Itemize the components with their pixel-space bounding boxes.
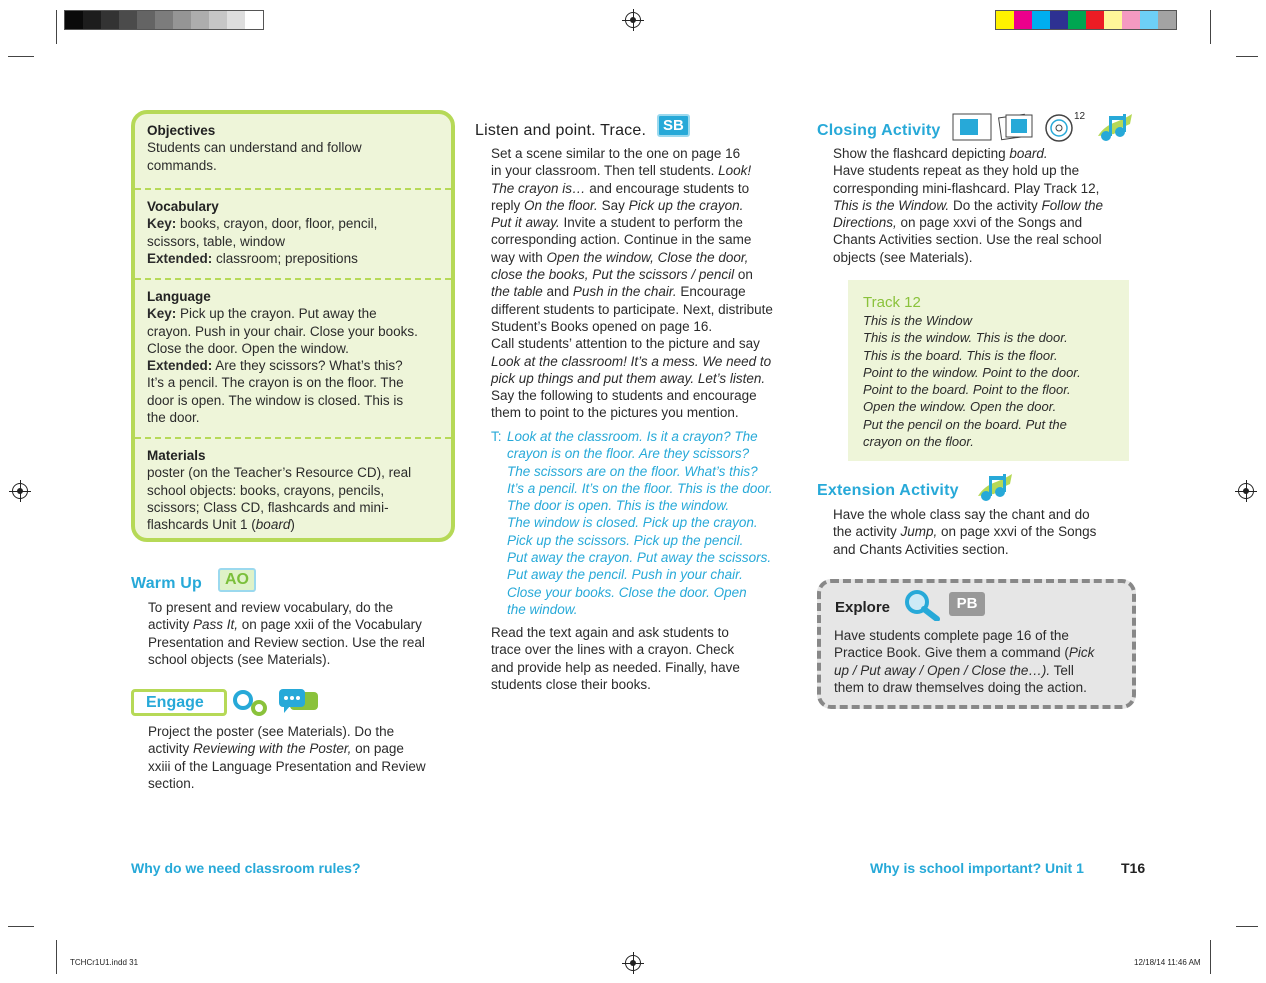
color-swatch xyxy=(65,11,83,29)
color-swatch xyxy=(83,11,101,29)
color-swatch xyxy=(245,11,263,29)
text-italic: Look! xyxy=(718,163,752,179)
engage-text xyxy=(148,723,426,792)
explore-line xyxy=(834,644,1094,661)
listen-line xyxy=(491,162,773,179)
grayscale-color-bar xyxy=(64,10,264,30)
closing-line xyxy=(833,180,1103,197)
text-italic: the table xyxy=(491,284,543,300)
teacher-script-line: It’s a pencil. It’s on the floor. This is the door. xyxy=(507,480,773,496)
teacher-script xyxy=(491,428,801,618)
language-heading: Language xyxy=(147,289,211,304)
chant-music-icon xyxy=(1094,112,1134,142)
activity-organizer-badge: AO xyxy=(218,568,256,592)
key-label: Key: xyxy=(147,216,177,232)
closing-line xyxy=(833,249,1103,266)
text: reply xyxy=(491,197,525,213)
registration-mark-right xyxy=(1238,483,1254,499)
crop-mark xyxy=(8,56,34,57)
language-extended-line xyxy=(147,357,451,374)
crop-mark xyxy=(1210,940,1211,974)
activity-name: Jump, xyxy=(900,524,938,540)
extension-activity-title: Extension Activity xyxy=(817,482,959,499)
materials-text: flashcards Unit 1 ( xyxy=(147,517,256,533)
materials-line xyxy=(147,516,451,533)
mini-flashcards-icon xyxy=(998,112,1036,142)
language-line: It’s a pencil. The crayon is on the floor. The xyxy=(147,375,404,391)
vocabulary-section xyxy=(135,188,451,278)
listen-line xyxy=(491,301,773,318)
text: Student’s Books opened on page 16. xyxy=(491,318,713,334)
text-italic: Pick up the crayon. xyxy=(628,197,744,213)
engage-line xyxy=(148,740,426,757)
text: Practice Book. Give them a command ( xyxy=(834,645,1069,661)
color-swatch xyxy=(173,11,191,29)
extension-line: and Chants Activities section. xyxy=(833,541,1009,557)
color-swatch xyxy=(1050,11,1068,29)
color-swatch xyxy=(191,11,209,29)
listen-line xyxy=(491,387,773,404)
listen-line xyxy=(491,370,773,387)
track-lyric-line: Point to the window. Point to the door. xyxy=(863,364,1081,380)
listen-line xyxy=(491,214,773,231)
text-italic: Look at the classroom! It’s a mess. We need to xyxy=(491,353,772,369)
closing-line xyxy=(833,197,1103,214)
text: on page xyxy=(351,741,404,757)
track-lyrics xyxy=(863,312,1115,450)
teacher-script-line: Put away the crayon. Put away the scissors. xyxy=(507,550,772,566)
language-extended-text: Are they scissors? What’s this? xyxy=(212,358,403,374)
objectives-box xyxy=(131,110,455,542)
listen-title: Listen and point. Trace. xyxy=(475,122,647,139)
explore-line: Have students complete page 16 of the xyxy=(834,628,1069,643)
crop-mark xyxy=(1210,10,1211,44)
text: Show the flashcard depicting xyxy=(833,146,1010,161)
text: Say the following to students and encourage xyxy=(491,388,757,404)
gears-icon xyxy=(232,688,272,718)
track-12-box xyxy=(848,280,1129,461)
text-italic: board. xyxy=(1009,146,1048,161)
listen-instructions xyxy=(491,145,773,422)
teacher-script-line: Put away the pencil. Push in your chair. xyxy=(507,567,743,583)
activity-name: Pass It, xyxy=(193,617,239,633)
closing-activity-title: Closing Activity xyxy=(817,122,941,139)
listen-followup-line: students close their books. xyxy=(491,676,651,692)
listen-line xyxy=(491,249,773,266)
materials-line: scissors; Class CD, flashcards and mini- xyxy=(147,499,389,515)
text-italic: Push in the chair. xyxy=(572,284,677,300)
engage-line: Project the poster (see Materials). Do the xyxy=(148,724,395,739)
magnifying-glass-icon xyxy=(903,589,943,621)
listen-followup xyxy=(491,624,740,693)
text-italic: Open the window, Close the door, xyxy=(546,249,749,265)
page-number: T16 xyxy=(1121,860,1146,876)
text: on page xxii of the Vocabulary xyxy=(238,617,422,633)
cd-icon xyxy=(1044,113,1074,143)
teacher-script-line: The window is closed. Pick up the crayon. xyxy=(507,515,758,531)
teacher-script-line: Pick up the scissors. Pick up the pencil. xyxy=(507,532,744,548)
engage-line: xxiii of the Language Presentation and Review xyxy=(148,758,426,774)
color-swatch xyxy=(996,11,1014,29)
registration-mark-bottom xyxy=(625,955,641,971)
closing-line xyxy=(833,231,1103,248)
activity-name: Reviewing with the Poster, xyxy=(193,741,352,757)
track-lyric-line: Put the pencil on the board. Put the xyxy=(863,416,1067,432)
footer-left-question: Why do we need classroom rules? xyxy=(131,860,361,876)
color-swatch xyxy=(209,11,227,29)
explore-box xyxy=(817,579,1136,709)
text: way with xyxy=(491,249,547,265)
listen-line xyxy=(491,335,773,352)
text-italic: Put it away. xyxy=(491,215,560,231)
text: activity xyxy=(148,741,194,757)
materials-heading: Materials xyxy=(147,448,206,463)
text: corresponding action. Continue in the same xyxy=(491,232,752,248)
color-swatch xyxy=(227,11,245,29)
text-italic: up / Put away / Open / Close the…). xyxy=(834,662,1051,678)
text-italic: pick up things and put them away. Let’s listen. xyxy=(491,370,766,386)
extended-label: Extended: xyxy=(147,250,213,266)
color-swatch xyxy=(1086,11,1104,29)
teacher-script-line: The door is open. This is the window. xyxy=(507,498,730,514)
vocabulary-extended-text: classroom; prepositions xyxy=(212,250,358,266)
text-italic: The crayon is… xyxy=(491,180,586,196)
color-swatch xyxy=(155,11,173,29)
track-number: 12 xyxy=(1074,111,1086,122)
warm-up-line xyxy=(148,616,425,633)
track-lyric-line: Point to the board. Point to the floor. xyxy=(863,382,1071,398)
text-italic: close the books, Put the scissors / pencil xyxy=(491,267,735,283)
warm-up-line: school objects (see Materials). xyxy=(148,651,331,667)
registration-mark-top xyxy=(625,12,641,28)
speech-bubbles-icon xyxy=(278,688,320,718)
text: and encourage students to xyxy=(585,180,750,196)
listen-followup-line: trace over the lines with a crayon. Check xyxy=(491,642,735,658)
objectives-heading: Objectives xyxy=(147,123,216,138)
footer-right-question: Why is school important? Unit 1 xyxy=(870,860,1084,876)
students-book-badge: SB xyxy=(657,114,690,137)
explore-text xyxy=(834,627,1094,696)
chant-music-icon xyxy=(974,472,1014,502)
text: Chants Activities section. Use the real school xyxy=(833,232,1102,248)
vocabulary-key-text: books, crayon, door, floor, pencil, xyxy=(176,216,378,232)
listen-line xyxy=(491,353,773,370)
track-title: Track 12 xyxy=(863,294,921,311)
text: Do the activity xyxy=(949,197,1042,213)
text-italic: Directions, xyxy=(833,215,897,231)
warm-up-text xyxy=(148,599,425,668)
text: Set a scene similar to the one on page 16 xyxy=(491,146,741,161)
color-swatch xyxy=(1140,11,1158,29)
crop-mark xyxy=(56,10,57,44)
vocabulary-key-line xyxy=(147,215,451,232)
crop-mark xyxy=(1236,926,1258,927)
warm-up-line: Presentation and Review section. Use the real xyxy=(148,634,425,650)
color-swatch xyxy=(119,11,137,29)
listen-line xyxy=(491,197,773,214)
text: Say xyxy=(597,197,629,213)
objectives-line: Students can understand and follow xyxy=(147,140,362,156)
warm-up-title: Warm Up xyxy=(131,575,203,592)
listen-line xyxy=(491,266,773,283)
text: on xyxy=(734,267,753,283)
explore-title: Explore xyxy=(835,599,891,616)
text: Invite a student to perform the xyxy=(559,215,743,231)
listen-followup-line: Read the text again and ask students to xyxy=(491,625,729,640)
closing-line xyxy=(833,145,1103,162)
listen-line xyxy=(491,318,773,335)
listen-followup-line: and provide help as needed. Finally, have xyxy=(491,659,740,675)
teacher-script-lines xyxy=(491,428,801,618)
warm-up-line: To present and review vocabulary, do the xyxy=(148,600,394,615)
text: in your classroom. Then tell students. xyxy=(491,163,719,179)
teacher-label: T: xyxy=(491,429,502,444)
registration-mark-left xyxy=(12,483,28,499)
teacher-script-line: Close your books. Close the door. Open xyxy=(507,584,747,600)
crop-mark xyxy=(8,926,34,927)
language-section xyxy=(135,278,451,437)
vocabulary-key-line: scissors, table, window xyxy=(147,233,286,249)
language-line: door is open. The window is closed. This is xyxy=(147,392,404,408)
color-swatch xyxy=(1014,11,1032,29)
text: Encourage xyxy=(676,284,746,300)
process-color-bar xyxy=(995,10,1177,30)
flashcard-icon xyxy=(952,113,992,141)
track-lyric-line: This is the Window xyxy=(863,313,972,328)
language-key-line xyxy=(147,305,451,322)
extension-text xyxy=(833,506,1096,558)
listen-line xyxy=(491,283,773,300)
materials-text: ) xyxy=(290,517,295,533)
listen-line xyxy=(491,180,773,197)
color-swatch xyxy=(1158,11,1176,29)
teacher-script-line: the window. xyxy=(507,601,578,617)
extension-line: Have the whole class say the chant and do xyxy=(833,507,1090,522)
engage-title: Engage xyxy=(131,689,227,716)
engage-line: section. xyxy=(148,775,195,791)
slug-filename: TCHCr1U1.indd 31 xyxy=(70,958,139,967)
text: Tell xyxy=(1050,662,1074,678)
objectives-section xyxy=(135,114,451,188)
language-line: crayon. Push in your chair. Close your books. xyxy=(147,323,418,339)
teacher-script-line: crayon is on the floor. Are they scissors? xyxy=(507,446,750,462)
text: activity xyxy=(148,617,194,633)
color-swatch xyxy=(1068,11,1086,29)
crop-mark xyxy=(56,940,57,974)
text: on page xxvi of the Songs xyxy=(937,524,1097,540)
text: objects (see Materials). xyxy=(833,249,973,265)
listen-line xyxy=(491,231,773,248)
text: Call students’ attention to the picture and say xyxy=(491,336,760,352)
practice-book-badge: PB xyxy=(949,592,985,616)
track-lyric-line: This is the board. This is the floor. xyxy=(863,347,1058,363)
explore-line: them to draw themselves doing the action. xyxy=(834,679,1087,695)
closing-line xyxy=(833,214,1103,231)
text: on page xxvi of the Songs and xyxy=(896,215,1083,231)
materials-section xyxy=(135,437,451,541)
teacher-script-line: The scissors are on the floor. What’s this? xyxy=(507,463,758,479)
text: different students to participate. Next, distribute xyxy=(491,301,773,317)
slug-datetime: 12/18/14 11:46 AM xyxy=(1134,958,1201,967)
text-italic: Follow the xyxy=(1041,197,1104,213)
color-swatch xyxy=(1122,11,1140,29)
text-italic: Pick xyxy=(1068,645,1095,661)
text: Have students repeat as they hold up the xyxy=(833,163,1080,179)
materials-line: school objects: books, crayons, pencils, xyxy=(147,482,385,498)
listen-line xyxy=(491,145,773,162)
text: the activity xyxy=(833,524,901,540)
crop-mark xyxy=(1236,56,1258,57)
materials-italic: board xyxy=(255,517,291,533)
track-lyric-line: This is the window. This is the door. xyxy=(863,330,1068,346)
color-swatch xyxy=(137,11,155,29)
closing-activity-text xyxy=(833,145,1103,266)
text: corresponding mini-flashcard. Play Track 12, xyxy=(833,180,1100,196)
extended-label: Extended: xyxy=(147,358,213,374)
language-line: Close the door. Open the window. xyxy=(147,340,349,356)
color-swatch xyxy=(101,11,119,29)
language-line: the door. xyxy=(147,410,200,426)
text: and xyxy=(542,284,573,300)
color-swatch xyxy=(1104,11,1122,29)
track-lyric-line: crayon on the floor. xyxy=(863,434,974,450)
text-italic: On the floor. xyxy=(524,197,598,213)
listen-line xyxy=(491,404,773,421)
track-lyric-line: Open the window. Open the door. xyxy=(863,399,1057,415)
language-key-text: Pick up the crayon. Put away the xyxy=(176,306,377,322)
explore-line xyxy=(834,662,1094,679)
objectives-line: commands. xyxy=(147,157,217,173)
vocabulary-heading: Vocabulary xyxy=(147,199,219,214)
teacher-script-line: Look at the classroom. Is it a crayon? The xyxy=(507,429,758,444)
text-italic: This is the Window. xyxy=(833,197,950,213)
materials-line: poster (on the Teacher’s Resource CD), real xyxy=(147,465,412,481)
color-swatch xyxy=(1032,11,1050,29)
key-label: Key: xyxy=(147,306,177,322)
vocabulary-extended-line xyxy=(147,250,451,267)
extension-line xyxy=(833,523,1096,540)
closing-line xyxy=(833,162,1103,179)
text: them to point to the pictures you mention. xyxy=(491,405,739,421)
